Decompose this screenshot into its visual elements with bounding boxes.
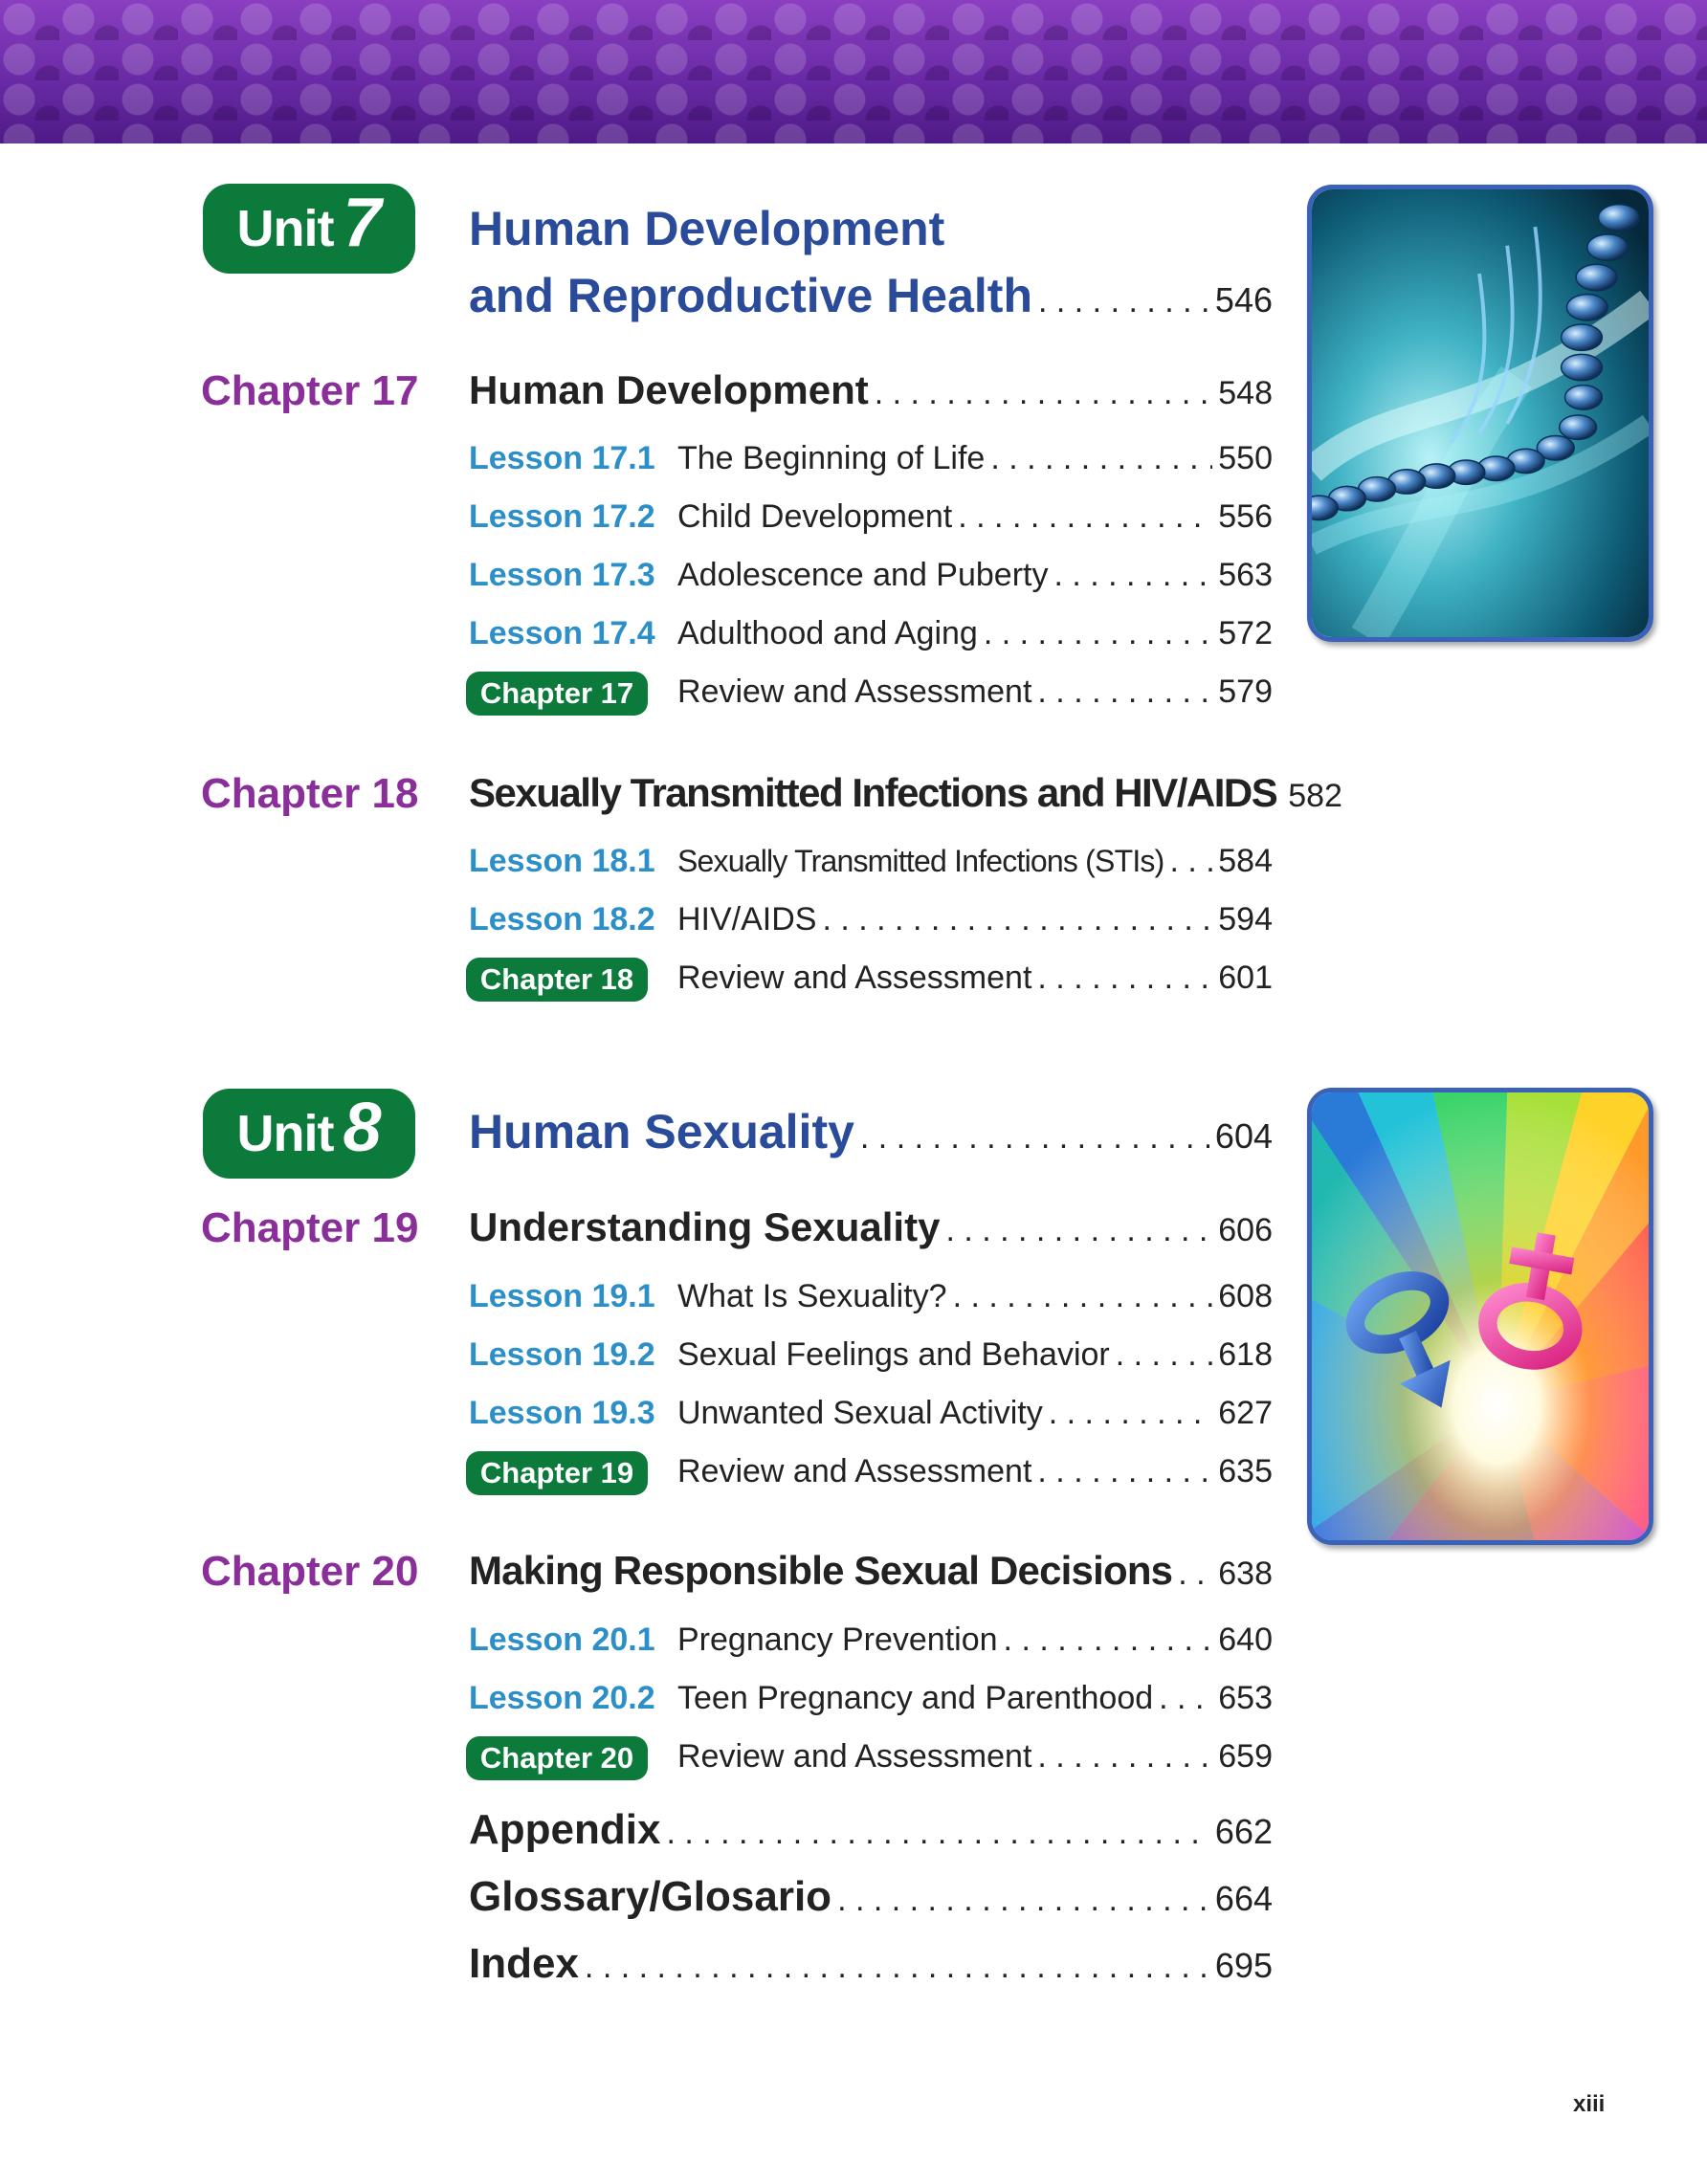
chapter-17-page: 548 (1218, 375, 1273, 411)
lesson-18-1-title: Sexually Transmitted Infections (STIs) (677, 844, 1164, 878)
unit-8-badge (203, 1089, 415, 1179)
unit-7-title-line-1: Human Development (469, 202, 945, 255)
lesson-18-2-page: 594 (1218, 901, 1273, 938)
dot-leader (860, 1119, 1209, 1157)
unit-8-title-row[interactable] (469, 1104, 1273, 1159)
chapter-19-row[interactable] (469, 1204, 1273, 1250)
chapter-20-review-badge: Chapter 20 (466, 1736, 648, 1780)
chapter-17-review-badge: Chapter 17 (466, 672, 648, 716)
lesson-20-1-label: Lesson 20.1 (469, 1621, 655, 1658)
chapter-17-row[interactable] (469, 367, 1273, 413)
chapter-17-review-title: Review and Assessment (677, 673, 1032, 710)
chapter-18-review-badge: Chapter 18 (466, 958, 648, 1002)
chapter-19-review-title: Review and Assessment (677, 1453, 1032, 1489)
gender-symbols-rainbow-image (1307, 1088, 1653, 1545)
chapter-19-label: Chapter 19 (201, 1204, 419, 1251)
lesson-19-1-title: What Is Sexuality? (677, 1278, 947, 1314)
lesson-19-3-page: 627 (1218, 1395, 1273, 1431)
chapter-17-review-row[interactable] (677, 673, 1273, 711)
chapter-18-review-title: Review and Assessment (677, 960, 1032, 996)
lesson-17-1-page: 550 (1218, 440, 1273, 476)
lesson-18-2-row[interactable] (677, 901, 1273, 938)
chapter-19-title: Understanding Sexuality (469, 1204, 941, 1249)
dot-leader (1038, 283, 1209, 320)
chapter-18-title: Sexually Transmitted Infections and HIV/AIDS (469, 770, 1277, 815)
lesson-20-1-page: 640 (1218, 1621, 1273, 1658)
lesson-20-2-title: Teen Pregnancy and Parenthood (677, 1680, 1154, 1716)
glossary-row[interactable] (469, 1873, 1273, 1921)
glossary-title: Glossary/Glosario (469, 1873, 832, 1920)
dot-leader (875, 375, 1213, 412)
chapter-17-review-page: 579 (1218, 673, 1273, 710)
lesson-20-2-label: Lesson 20.2 (469, 1680, 655, 1716)
dot-leader (990, 440, 1212, 477)
dot-leader (1116, 1336, 1213, 1374)
appendix-page: 662 (1214, 1812, 1273, 1851)
dot-leader (1037, 1453, 1212, 1490)
unit-7-page: 546 (1214, 280, 1273, 320)
dot-leader (953, 1278, 1213, 1315)
dot-leader (1159, 1680, 1212, 1717)
dot-leader (1049, 1395, 1213, 1432)
dot-leader (1178, 1555, 1212, 1593)
unit-number: 7 (343, 185, 382, 261)
lesson-18-1-page: 584 (1218, 843, 1273, 879)
unit-word: Unit (236, 1105, 334, 1162)
dot-leader (837, 1882, 1209, 1919)
chapter-19-page: 606 (1218, 1212, 1273, 1248)
lesson-19-3-label: Lesson 19.3 (469, 1395, 655, 1431)
lesson-17-4-row[interactable] (677, 615, 1273, 652)
lesson-17-4-page: 572 (1218, 615, 1273, 651)
lesson-17-4-title: Adulthood and Aging (677, 615, 978, 651)
lesson-19-2-page: 618 (1218, 1336, 1273, 1373)
chapter-18-review-row[interactable] (677, 960, 1273, 997)
chapter-18-row[interactable] (469, 770, 1342, 816)
dot-leader (1037, 960, 1212, 997)
lesson-17-1-title: The Beginning of Life (677, 440, 986, 476)
dot-leader (958, 498, 1212, 536)
chapter-20-label: Chapter 20 (201, 1548, 419, 1595)
unit-word: Unit (236, 200, 334, 257)
chapter-20-review-title: Review and Assessment (677, 1738, 1032, 1775)
chapter-20-review-page: 659 (1218, 1738, 1273, 1775)
index-page: 695 (1214, 1946, 1273, 1985)
dot-leader (822, 901, 1212, 938)
lesson-17-3-title: Adolescence and Puberty (677, 557, 1049, 593)
lesson-17-2-title: Child Development (677, 498, 953, 535)
lesson-17-4-label: Lesson 17.4 (469, 615, 655, 651)
lesson-17-3-row[interactable] (677, 557, 1273, 594)
index-row[interactable] (469, 1940, 1273, 1988)
dot-leader (1037, 1738, 1212, 1776)
chapter-20-title: Making Responsible Sexual Decisions (469, 1548, 1173, 1593)
lesson-19-1-row[interactable] (677, 1278, 1273, 1315)
lesson-18-1-label: Lesson 18.1 (469, 843, 655, 879)
chapter-17-title: Human Development (469, 367, 869, 412)
dot-leader (945, 1212, 1212, 1249)
index-title: Index (469, 1940, 579, 1987)
dot-leader (1169, 843, 1212, 880)
lesson-17-2-row[interactable] (677, 498, 1273, 536)
page-folio: xiii (1573, 2091, 1606, 2117)
dot-leader (984, 615, 1212, 652)
lesson-19-1-page: 608 (1218, 1278, 1273, 1314)
dot-leader (585, 1949, 1209, 1986)
unit-7-title-row[interactable] (469, 268, 1273, 323)
chapter-18-review-page: 601 (1218, 960, 1273, 996)
lesson-19-1-label: Lesson 19.1 (469, 1278, 655, 1314)
dot-leader (666, 1815, 1208, 1852)
lesson-17-2-page: 556 (1218, 498, 1273, 535)
lesson-20-1-row[interactable] (677, 1621, 1273, 1659)
lesson-20-1-title: Pregnancy Prevention (677, 1621, 998, 1658)
dot-leader (1037, 673, 1212, 711)
lesson-18-2-label: Lesson 18.2 (469, 901, 655, 938)
lesson-19-2-title: Sexual Feelings and Behavior (677, 1336, 1110, 1373)
lesson-19-2-label: Lesson 19.2 (469, 1336, 655, 1373)
unit-8-page: 604 (1214, 1116, 1273, 1156)
dna-helix-image (1307, 185, 1653, 642)
dot-leader (1053, 557, 1212, 594)
chapter-19-review-row[interactable] (677, 1453, 1273, 1490)
lesson-17-1-label: Lesson 17.1 (469, 440, 655, 476)
decorative-banner (0, 0, 1707, 143)
chapter-19-review-page: 635 (1218, 1453, 1273, 1489)
lesson-17-3-label: Lesson 17.3 (469, 557, 655, 593)
lesson-17-2-label: Lesson 17.2 (469, 498, 655, 535)
lesson-18-2-title: HIV/AIDS (677, 901, 817, 938)
unit-7-title-line-2: and Reproductive Health (469, 269, 1032, 322)
chapter-19-review-badge: Chapter 19 (466, 1451, 648, 1495)
lesson-19-2-row[interactable] (677, 1336, 1273, 1374)
lesson-19-3-row[interactable] (677, 1395, 1273, 1432)
lesson-20-2-page: 653 (1218, 1680, 1273, 1716)
chapter-18-label: Chapter 18 (201, 770, 419, 817)
unit-8-title: Human Sexuality (469, 1105, 854, 1158)
unit-7-badge (203, 184, 415, 274)
lesson-17-1-row[interactable] (677, 440, 1273, 477)
lesson-17-3-page: 563 (1218, 557, 1273, 593)
chapter-20-row[interactable] (469, 1548, 1273, 1594)
unit-number: 8 (343, 1090, 382, 1166)
glossary-page: 664 (1214, 1879, 1273, 1918)
chapter-18-page: 582 (1288, 778, 1342, 814)
chapter-17-label: Chapter 17 (201, 367, 419, 414)
lesson-20-2-row[interactable] (677, 1680, 1273, 1717)
chapter-20-page: 638 (1218, 1555, 1273, 1592)
lesson-18-1-row[interactable] (677, 843, 1273, 880)
lesson-19-3-title: Unwanted Sexual Activity (677, 1395, 1043, 1431)
dot-leader (1004, 1621, 1213, 1659)
chapter-20-review-row[interactable] (677, 1738, 1273, 1776)
appendix-row[interactable] (469, 1806, 1273, 1854)
appendix-title: Appendix (469, 1806, 661, 1853)
